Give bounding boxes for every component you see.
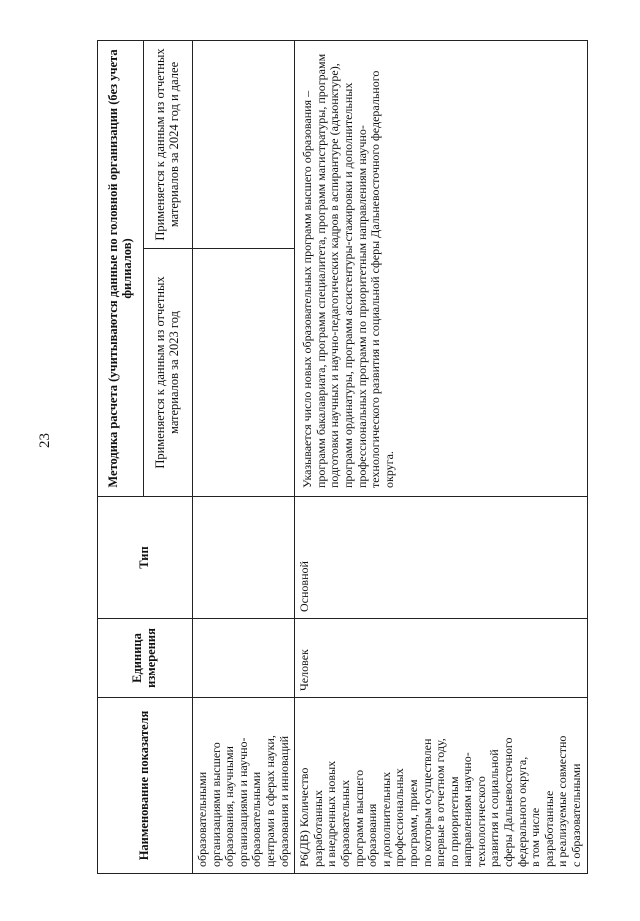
indicator-table-container: [97, 41, 584, 874]
row-1-unit: [193, 619, 295, 698]
header-type: Тип: [98, 497, 193, 619]
row-2-methodology-desc: Указывается число новых образовательных программ высшего образования – программ бакалавриата, программ специалитета, программ магистратуры, программ подготовки научных и научно-педагогических кадров в аспирантуре (адъюнктуре), программ ординатуры, программ ассистентуры-стажировки и дополнительных профессиональных программ по приоритетным направлениям научно-технологического развития и социальной сферы Дальневосточного федерального округа.: [295, 41, 587, 497]
header-methodology: Методика расчета (учитываются данные по головной организации (без учета филиалов): [98, 41, 144, 497]
row-2-unit: Человек: [295, 619, 587, 698]
row-2-indicator: P6(ДВ) Количество разработанных и внедренных новых образовательных программ высшего образования и дополнительных профессиональных программ, прием по которым осуществлен впервые в отчетном году, по приоритетным направлениям научно- технологического развития и социальной сферы Дальневосточного федерального округа, в том числе разработанные и реализуемые совместно с образовательными: [295, 698, 587, 874]
row-1-type: [193, 497, 295, 619]
row-1-desc: [193, 249, 295, 497]
page-number: 23: [37, 433, 53, 448]
row-2-type: Основной: [295, 497, 587, 619]
header-methodology-2023: Применяется к данным из отчетных материалов за 2023 год: [144, 249, 193, 497]
row-1-indicator: образовательными организациями высшего образования, научными организациями и научно- образовательными центрами в сферах науки, образования и инноваций: [193, 698, 295, 874]
header-indicator-name: Наименование показателя: [98, 698, 193, 874]
indicator-table: [97, 40, 588, 874]
row-1-desc-2024: [193, 41, 295, 249]
header-unit: Единица измерения: [98, 619, 193, 698]
header-methodology-2024: Применяется к данным из отчетных материалов за 2024 год и далее: [144, 41, 193, 249]
